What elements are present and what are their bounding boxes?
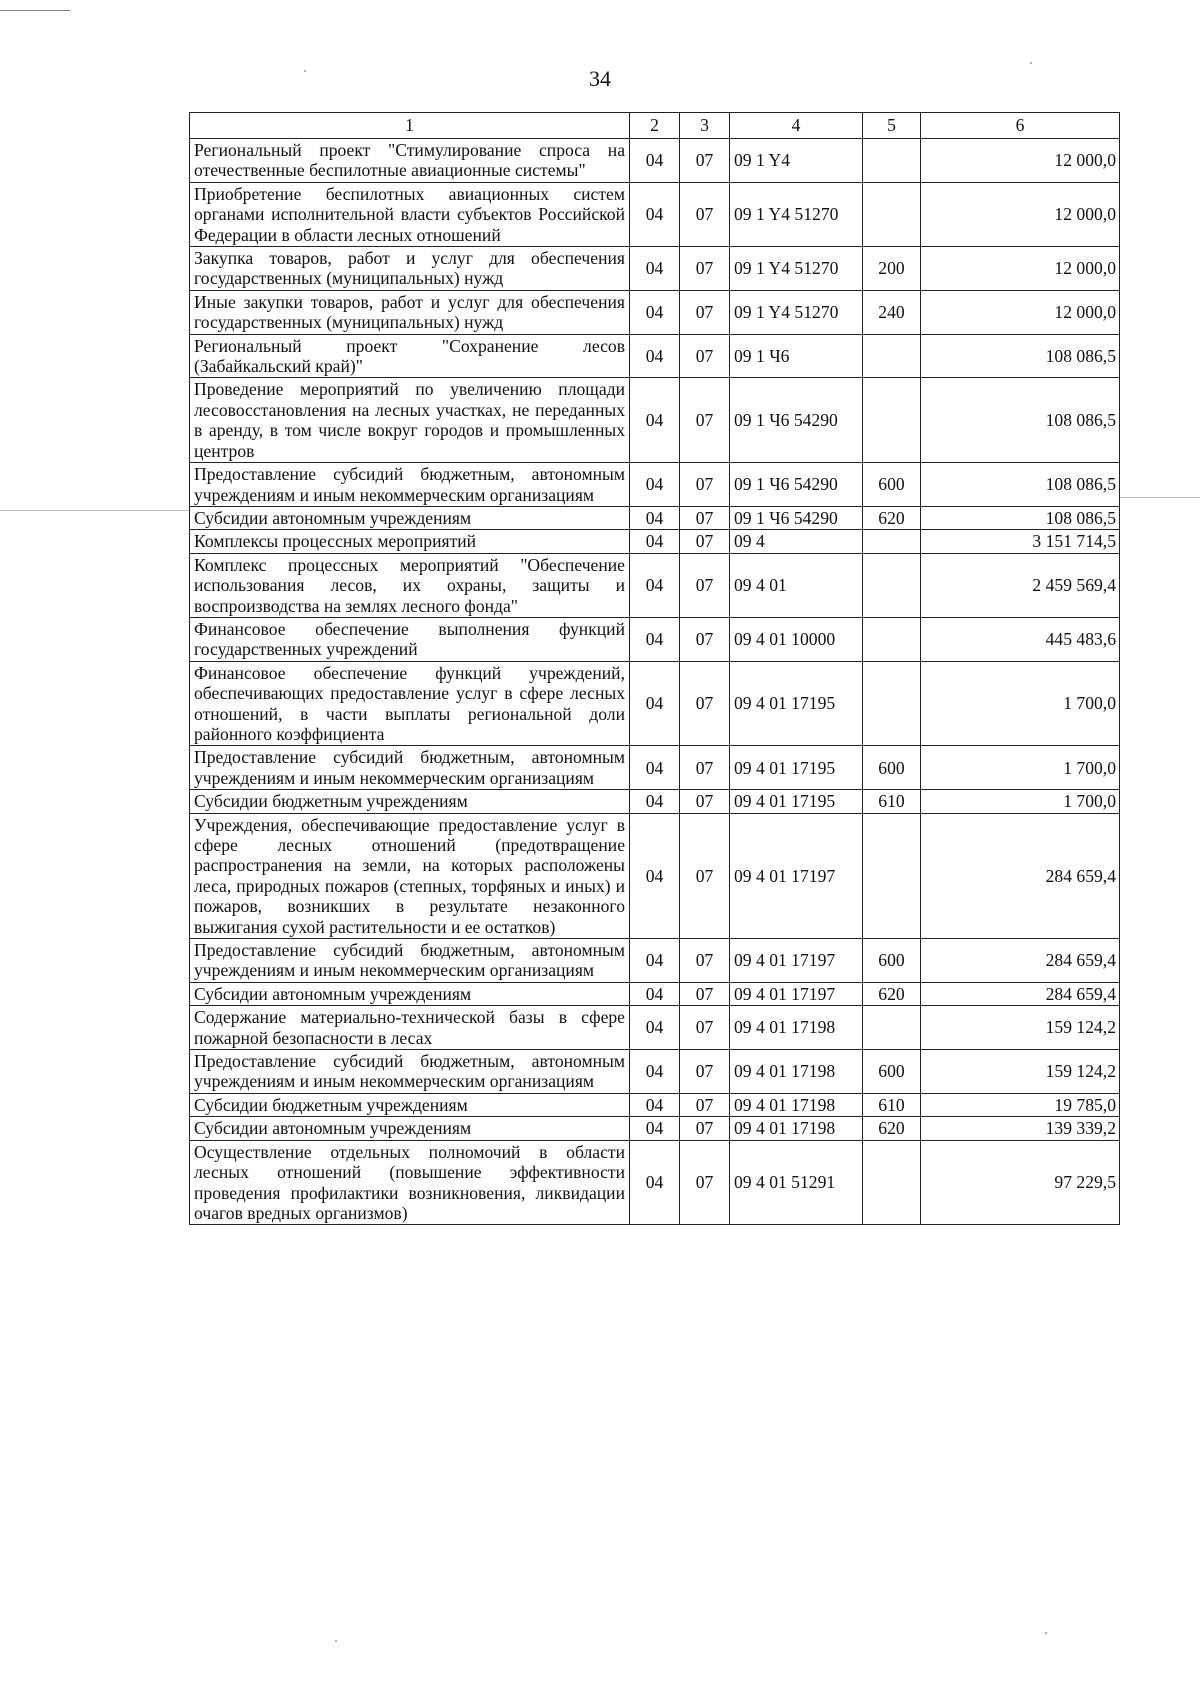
row-name: Закупка товаров, работ и услуг для обеспечения государственных (муниципальных) нужд xyxy=(190,247,630,291)
page-number: 34 xyxy=(589,66,611,91)
row-amount: 108 086,5 xyxy=(921,463,1120,507)
row-amount: 97 229,5 xyxy=(921,1140,1120,1225)
row-target-article: 09 1 Y4 51270 xyxy=(730,247,863,291)
row-expense-type xyxy=(863,1006,921,1050)
row-name: Финансовое обеспечение выполнения функций государственных учреждений xyxy=(190,617,630,661)
budget-table xyxy=(189,112,1120,1225)
row-subsection: 07 xyxy=(680,790,730,813)
row-name: Предоставление субсидий бюджетным, автономным учреждениям и иным некоммерческим организациям xyxy=(190,746,630,790)
row-target-article: 09 1 Ч6 xyxy=(730,334,863,378)
row-target-article: 09 1 Y4 xyxy=(730,139,863,183)
row-name: Субсидии автономным учреждениям xyxy=(190,1117,630,1140)
table-row xyxy=(190,553,1120,617)
row-section: 04 xyxy=(630,1050,680,1094)
row-subsection: 07 xyxy=(680,746,730,790)
row-subsection: 07 xyxy=(680,1006,730,1050)
row-amount: 19 785,0 xyxy=(921,1093,1120,1116)
header-col-4: 4 xyxy=(730,113,863,139)
row-section: 04 xyxy=(630,1117,680,1140)
row-amount: 108 086,5 xyxy=(921,506,1120,529)
row-section: 04 xyxy=(630,139,680,183)
row-subsection: 07 xyxy=(680,661,730,746)
row-amount: 2 459 569,4 xyxy=(921,553,1120,617)
row-amount: 1 700,0 xyxy=(921,790,1120,813)
row-name: Региональный проект "Сохранение лесов (Забайкальский край)" xyxy=(190,334,630,378)
header-col-2: 2 xyxy=(630,113,680,139)
table-row xyxy=(190,530,1120,553)
row-amount: 12 000,0 xyxy=(921,290,1120,334)
row-subsection: 07 xyxy=(680,1093,730,1116)
header-col-1: 1 xyxy=(190,113,630,139)
row-expense-type: 620 xyxy=(863,1117,921,1140)
row-amount: 284 659,4 xyxy=(921,982,1120,1005)
row-subsection: 07 xyxy=(680,1117,730,1140)
row-target-article: 09 4 01 17198 xyxy=(730,1006,863,1050)
row-expense-type xyxy=(863,661,921,746)
row-section: 04 xyxy=(630,1006,680,1050)
row-expense-type: 600 xyxy=(863,1050,921,1094)
table-row xyxy=(190,746,1120,790)
table-row xyxy=(190,506,1120,529)
row-name: Комплекс процессных мероприятий "Обеспечение использования лесов, их охраны, защиты и воспроизводства на землях лесного фонда" xyxy=(190,553,630,617)
row-subsection: 07 xyxy=(680,813,730,938)
row-amount: 1 700,0 xyxy=(921,661,1120,746)
row-amount: 159 124,2 xyxy=(921,1050,1120,1094)
row-subsection: 07 xyxy=(680,1140,730,1225)
row-section: 04 xyxy=(630,530,680,553)
table-row xyxy=(190,939,1120,983)
row-amount: 12 000,0 xyxy=(921,139,1120,183)
row-subsection: 07 xyxy=(680,553,730,617)
table-row xyxy=(190,790,1120,813)
row-name: Содержание материально-технической базы в сфере пожарной безопасности в лесах xyxy=(190,1006,630,1050)
row-target-article: 09 4 01 17197 xyxy=(730,939,863,983)
row-target-article: 09 4 01 17198 xyxy=(730,1050,863,1094)
row-target-article: 09 4 01 17198 xyxy=(730,1093,863,1116)
row-name: Предоставление субсидий бюджетным, автономным учреждениям и иным некоммерческим организациям xyxy=(190,463,630,507)
row-expense-type: 600 xyxy=(863,939,921,983)
row-target-article: 09 1 Ч6 54290 xyxy=(730,463,863,507)
table-row xyxy=(190,661,1120,746)
row-name: Субсидии автономным учреждениям xyxy=(190,982,630,1005)
row-target-article: 09 4 01 xyxy=(730,553,863,617)
scan-speck xyxy=(1030,62,1032,64)
row-amount: 139 339,2 xyxy=(921,1117,1120,1140)
table-row xyxy=(190,378,1120,463)
row-section: 04 xyxy=(630,617,680,661)
row-subsection: 07 xyxy=(680,378,730,463)
row-section: 04 xyxy=(630,939,680,983)
row-amount: 12 000,0 xyxy=(921,247,1120,291)
row-section: 04 xyxy=(630,553,680,617)
row-section: 04 xyxy=(630,334,680,378)
row-expense-type xyxy=(863,617,921,661)
row-subsection: 07 xyxy=(680,463,730,507)
scan-artifact-line xyxy=(1120,497,1200,498)
row-target-article: 09 4 01 17198 xyxy=(730,1117,863,1140)
row-amount: 108 086,5 xyxy=(921,334,1120,378)
scan-speck xyxy=(1045,1632,1047,1634)
row-target-article: 09 4 01 51291 xyxy=(730,1140,863,1225)
row-subsection: 07 xyxy=(680,334,730,378)
row-expense-type: 620 xyxy=(863,982,921,1005)
scan-artifact-line xyxy=(0,10,70,11)
row-subsection: 07 xyxy=(680,506,730,529)
row-name: Региональный проект "Стимулирование спроса на отечественные беспилотные авиационные системы" xyxy=(190,139,630,183)
row-subsection: 07 xyxy=(680,530,730,553)
table-row xyxy=(190,1093,1120,1116)
table-row xyxy=(190,334,1120,378)
row-section: 04 xyxy=(630,506,680,529)
row-name: Приобретение беспилотных авиационных систем органами исполнительной власти субъектов Российской Федерации в области лесных отношений xyxy=(190,182,630,246)
row-section: 04 xyxy=(630,1140,680,1225)
row-target-article: 09 1 Ч6 54290 xyxy=(730,378,863,463)
row-amount: 284 659,4 xyxy=(921,813,1120,938)
row-expense-type xyxy=(863,378,921,463)
row-expense-type: 620 xyxy=(863,506,921,529)
row-amount: 159 124,2 xyxy=(921,1006,1120,1050)
row-target-article: 09 4 01 10000 xyxy=(730,617,863,661)
row-name: Комплексы процессных мероприятий xyxy=(190,530,630,553)
row-subsection: 07 xyxy=(680,1050,730,1094)
row-subsection: 07 xyxy=(680,982,730,1005)
row-amount: 12 000,0 xyxy=(921,182,1120,246)
header-col-5: 5 xyxy=(863,113,921,139)
row-name: Предоставление субсидий бюджетным, автономным учреждениям и иным некоммерческим организациям xyxy=(190,939,630,983)
row-expense-type xyxy=(863,813,921,938)
row-name: Субсидии бюджетным учреждениям xyxy=(190,1093,630,1116)
header-col-3: 3 xyxy=(680,113,730,139)
row-section: 04 xyxy=(630,982,680,1005)
row-subsection: 07 xyxy=(680,182,730,246)
row-subsection: 07 xyxy=(680,139,730,183)
row-expense-type xyxy=(863,182,921,246)
table-row xyxy=(190,182,1120,246)
row-section: 04 xyxy=(630,182,680,246)
scan-speck xyxy=(335,1640,337,1642)
scan-artifact-line xyxy=(0,510,190,511)
row-expense-type xyxy=(863,139,921,183)
table-row xyxy=(190,1006,1120,1050)
row-section: 04 xyxy=(630,813,680,938)
row-name: Субсидии бюджетным учреждениям xyxy=(190,790,630,813)
row-target-article: 09 4 01 17197 xyxy=(730,813,863,938)
row-amount: 284 659,4 xyxy=(921,939,1120,983)
table-row xyxy=(190,463,1120,507)
header-col-6: 6 xyxy=(921,113,1120,139)
row-expense-type: 610 xyxy=(863,1093,921,1116)
row-subsection: 07 xyxy=(680,247,730,291)
table-row xyxy=(190,982,1120,1005)
row-section: 04 xyxy=(630,378,680,463)
row-name: Предоставление субсидий бюджетным, автономным учреждениям и иным некоммерческим организациям xyxy=(190,1050,630,1094)
table-header-row xyxy=(190,113,1120,139)
row-target-article: 09 1 Y4 51270 xyxy=(730,290,863,334)
row-section: 04 xyxy=(630,463,680,507)
table-row xyxy=(190,139,1120,183)
table-row xyxy=(190,290,1120,334)
row-expense-type xyxy=(863,1140,921,1225)
row-target-article: 09 4 xyxy=(730,530,863,553)
row-expense-type: 600 xyxy=(863,746,921,790)
row-section: 04 xyxy=(630,247,680,291)
row-name: Осуществление отдельных полномочий в области лесных отношений (повышение эффективности проведения профилактики возникновения, ликвидации очагов вредных организмов) xyxy=(190,1140,630,1225)
row-name: Субсидии автономным учреждениям xyxy=(190,506,630,529)
row-target-article: 09 4 01 17195 xyxy=(730,661,863,746)
table-row xyxy=(190,1050,1120,1094)
row-expense-type xyxy=(863,553,921,617)
row-name: Финансовое обеспечение функций учреждений, обеспечивающих предоставление услуг в сфере лесных отношений, в части выплаты региональной доли районного коэффициента xyxy=(190,661,630,746)
table-row xyxy=(190,617,1120,661)
row-section: 04 xyxy=(630,1093,680,1116)
row-subsection: 07 xyxy=(680,939,730,983)
row-target-article: 09 4 01 17197 xyxy=(730,982,863,1005)
row-amount: 108 086,5 xyxy=(921,378,1120,463)
row-expense-type xyxy=(863,334,921,378)
table-row xyxy=(190,1140,1120,1225)
row-section: 04 xyxy=(630,746,680,790)
table-row xyxy=(190,1117,1120,1140)
row-section: 04 xyxy=(630,290,680,334)
table-row xyxy=(190,247,1120,291)
table-row xyxy=(190,813,1120,938)
row-amount: 1 700,0 xyxy=(921,746,1120,790)
row-target-article: 09 1 Ч6 54290 xyxy=(730,506,863,529)
row-target-article: 09 4 01 17195 xyxy=(730,790,863,813)
row-expense-type: 240 xyxy=(863,290,921,334)
row-expense-type: 610 xyxy=(863,790,921,813)
row-expense-type: 200 xyxy=(863,247,921,291)
row-name: Учреждения, обеспечивающие предоставление услуг в сфере лесных отношений (предотвращение распространения на земли, на которых расположены леса, природных пожаров (степных, торфяных и иных) и пожаров, возникших в результате незаконного выжигания сухой растительности и ее остатков) xyxy=(190,813,630,938)
row-expense-type xyxy=(863,530,921,553)
row-subsection: 07 xyxy=(680,617,730,661)
row-target-article: 09 4 01 17195 xyxy=(730,746,863,790)
row-subsection: 07 xyxy=(680,290,730,334)
table-body xyxy=(190,139,1120,1225)
row-name: Проведение мероприятий по увеличению площади лесовосстановления на лесных участках, не переданных в аренду, в том числе вокруг городов и промышленных центров xyxy=(190,378,630,463)
row-section: 04 xyxy=(630,790,680,813)
row-name: Иные закупки товаров, работ и услуг для обеспечения государственных (муниципальных) нужд xyxy=(190,290,630,334)
row-amount: 3 151 714,5 xyxy=(921,530,1120,553)
row-target-article: 09 1 Y4 51270 xyxy=(730,182,863,246)
row-section: 04 xyxy=(630,661,680,746)
row-amount: 445 483,6 xyxy=(921,617,1120,661)
row-expense-type: 600 xyxy=(863,463,921,507)
